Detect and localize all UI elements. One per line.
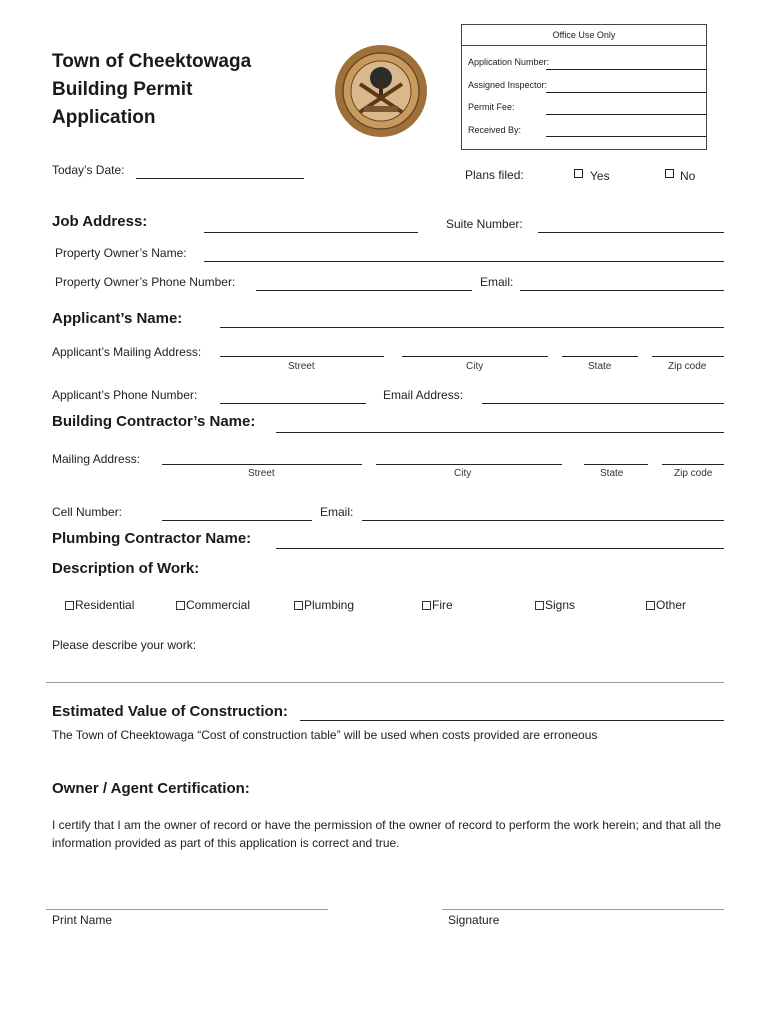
received-by-label: Received By: [468, 125, 522, 135]
applicant-email-field[interactable] [482, 403, 724, 404]
plumbing-label: Plumbing [304, 598, 355, 612]
plans-filed-no-checkbox[interactable] [665, 169, 674, 178]
other-checkbox[interactable] [646, 601, 655, 610]
contractor-street-field[interactable] [162, 464, 362, 465]
cell-number-label: Cell Number: [52, 505, 123, 519]
fire-checkbox[interactable] [422, 601, 431, 610]
work-type-plumbing[interactable] [294, 598, 354, 612]
owner-email-label: Email: [480, 275, 514, 289]
contractor-zip-caption: Zip code [674, 468, 713, 479]
plans-filed-yes-checkbox[interactable] [574, 169, 583, 178]
applicant-city-caption: City [466, 361, 484, 372]
plans-filed-yes-label: Yes [590, 169, 610, 183]
assigned-inspector-field[interactable] [546, 92, 706, 93]
todays-date-field[interactable] [136, 178, 304, 179]
work-type-residential[interactable] [65, 598, 134, 612]
application-number-field[interactable] [546, 69, 706, 70]
certification-heading: Owner / Agent Certification: [52, 780, 250, 797]
owner-email-field[interactable] [520, 290, 724, 291]
residential-checkbox[interactable] [65, 601, 74, 610]
work-type-commercial[interactable] [176, 598, 250, 612]
applicant-city-field[interactable] [402, 356, 548, 357]
property-owner-phone-label: Property Owner’s Phone Number: [55, 275, 236, 289]
work-type-fire[interactable] [422, 598, 453, 612]
contractor-name-field[interactable] [276, 432, 724, 433]
work-type-signs[interactable] [535, 598, 575, 612]
commercial-checkbox[interactable] [176, 601, 185, 610]
contractor-email-field[interactable] [362, 520, 724, 521]
estimated-value-heading: Estimated Value of Construction: [52, 703, 288, 720]
applicant-name-field[interactable] [220, 327, 724, 328]
applicant-phone-field[interactable] [220, 403, 366, 404]
contractor-street-caption: Street [248, 468, 275, 479]
signature-field[interactable] [442, 909, 724, 910]
contractor-email-label: Email: [320, 505, 354, 519]
suite-number-label: Suite Number: [446, 217, 523, 231]
cell-number-field[interactable] [162, 520, 312, 521]
assigned-inspector-label: Assigned Inspector: [468, 80, 548, 90]
applicant-zip-caption: Zip code [668, 361, 707, 372]
contractor-city-field[interactable] [376, 464, 562, 465]
permit-fee-label: Permit Fee: [468, 102, 515, 112]
plumbing-checkbox[interactable] [294, 601, 303, 610]
applicant-state-caption: State [588, 361, 612, 372]
describe-work-label: Please describe your work: [52, 638, 197, 652]
other-label: Other [656, 598, 687, 612]
applicant-name-heading: Applicant’s Name: [52, 310, 183, 327]
application-number-label: Application Number: [468, 57, 550, 67]
contractor-city-caption: City [454, 468, 472, 479]
received-by-field[interactable] [546, 136, 706, 137]
signs-checkbox[interactable] [535, 601, 544, 610]
contractor-state-field[interactable] [584, 464, 648, 465]
applicant-email-label: Email Address: [383, 388, 464, 402]
plumbing-contractor-field[interactable] [276, 548, 724, 549]
describe-work-field[interactable] [46, 682, 724, 683]
fire-label: Fire [432, 598, 453, 612]
contractor-zip-field[interactable] [662, 464, 724, 465]
cost-table-note: The Town of Cheektowaga “Cost of construction table” will be used when costs provided are erroneous [52, 728, 598, 742]
applicant-street-caption: Street [288, 361, 315, 372]
work-type-other[interactable] [646, 598, 686, 612]
residential-label: Residential [75, 598, 135, 612]
town-seal-logo [334, 44, 428, 138]
plans-filed-label: Plans filed: [465, 168, 524, 182]
applicant-phone-label: Applicant’s Phone Number: [52, 388, 198, 402]
contractor-name-heading: Building Contractor’s Name: [52, 413, 256, 430]
office-use-header: Office Use Only [462, 25, 706, 46]
applicant-state-field[interactable] [562, 356, 638, 357]
applicant-mailing-label: Applicant’s Mailing Address: [52, 345, 202, 359]
plans-filed-no-label: No [680, 169, 696, 183]
description-heading: Description of Work: [52, 560, 200, 577]
property-owner-phone-field[interactable] [256, 290, 472, 291]
title-line-2: Building Permit [52, 79, 193, 100]
permit-fee-field[interactable] [546, 114, 706, 115]
title-line-1: Town of Cheektowaga [52, 51, 252, 72]
todays-date-label: Today’s Date: [52, 163, 125, 177]
office-use-only-box [461, 24, 707, 150]
contractor-mailing-label: Mailing Address: [52, 452, 141, 466]
applicant-street-field[interactable] [220, 356, 384, 357]
certification-text: I certify that I am the owner of record or have the permission of the owner of record to perform the work herein; and that all the information provided as part of this application is correct and true. [52, 818, 721, 850]
estimated-value-field[interactable] [300, 720, 724, 721]
signs-label: Signs [545, 598, 576, 612]
property-owner-name-label: Property Owner’s Name: [55, 246, 187, 260]
title-line-3: Application [52, 107, 156, 128]
commercial-label: Commercial [186, 598, 251, 612]
print-name-label: Print Name [52, 913, 113, 927]
plumbing-contractor-heading: Plumbing Contractor Name: [52, 530, 252, 547]
property-owner-name-field[interactable] [204, 261, 724, 262]
job-address-field[interactable] [204, 232, 418, 233]
signature-label: Signature [448, 913, 500, 927]
applicant-zip-field[interactable] [652, 356, 724, 357]
print-name-field[interactable] [46, 909, 328, 910]
job-address-heading: Job Address: [52, 213, 148, 230]
contractor-state-caption: State [600, 468, 624, 479]
suite-number-field[interactable] [538, 232, 724, 233]
